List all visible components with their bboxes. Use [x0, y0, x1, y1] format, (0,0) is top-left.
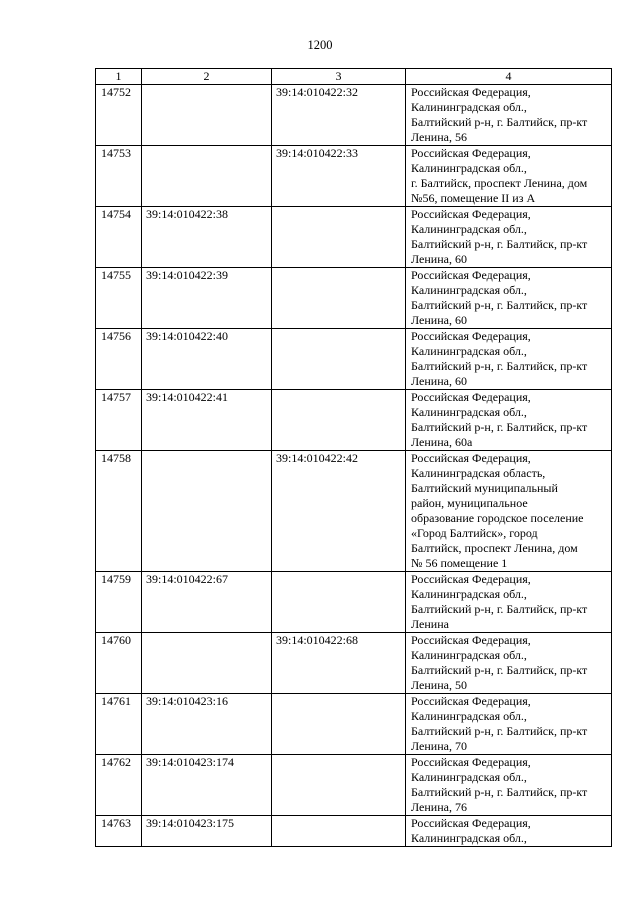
cadastral-number-cell — [272, 390, 406, 451]
cadastral-number-cell — [142, 85, 272, 146]
address-line: Калининградская обл., — [411, 648, 527, 662]
address-line: Ленина, 76 — [411, 800, 467, 814]
row-number-cell: 14762 — [96, 755, 142, 816]
address-line: Российская Федерация, — [411, 146, 531, 160]
address-line: Балтийский р-н, г. Балтийск, пр-кт — [411, 602, 588, 616]
cadastral-number-cell — [272, 816, 406, 847]
address-line: Российская Федерация, — [411, 755, 531, 769]
page-number: 1200 — [307, 38, 333, 52]
table-row — [96, 390, 612, 451]
address-cell — [406, 816, 612, 847]
address-cell — [406, 694, 612, 755]
cadastral-number-cell — [272, 329, 406, 390]
address-line: № 56 помещение 1 — [411, 556, 508, 570]
address-line: Российская Федерация, — [411, 329, 531, 343]
address-cell — [406, 633, 612, 694]
cadastral-number-cell — [142, 146, 272, 207]
address-cell — [406, 755, 612, 816]
cadastral-number-cell: 39:14:010423:174 — [142, 755, 272, 816]
address-line: Балтийский муниципальный — [411, 481, 558, 495]
cadastral-number-cell — [142, 633, 272, 694]
address-line: Ленина — [411, 617, 449, 631]
address-line: Балтийский р-н, г. Балтийск, пр-кт — [411, 420, 588, 434]
address-cell — [406, 207, 612, 268]
table-row — [96, 268, 612, 329]
cadastral-number-cell — [272, 268, 406, 329]
table-row — [96, 572, 612, 633]
address-cell — [406, 146, 612, 207]
row-number-cell: 14756 — [96, 329, 142, 390]
column-header-4: 4 — [406, 69, 612, 85]
column-header-1: 1 — [96, 69, 142, 85]
address-line: №56, помещение II из А — [411, 191, 536, 205]
table-row — [96, 329, 612, 390]
row-number-cell: 14763 — [96, 816, 142, 847]
address-line: Российская Федерация, — [411, 572, 531, 586]
address-line: Ленина, 60 — [411, 313, 467, 327]
address-line: Калининградская обл., — [411, 770, 527, 784]
address-line: Ленина, 60 — [411, 374, 467, 388]
table-row — [96, 207, 612, 268]
cadastral-number-cell — [272, 755, 406, 816]
address-line: Ленина, 50 — [411, 678, 467, 692]
cadastral-number-cell: 39:14:010422:32 — [272, 85, 406, 146]
column-header-3: 3 — [272, 69, 406, 85]
address-line: Калининградская обл., — [411, 587, 527, 601]
row-number-cell: 14760 — [96, 633, 142, 694]
address-line: Калининградская обл., — [411, 405, 527, 419]
address-line: Балтийск, проспект Ленина, дом — [411, 541, 578, 555]
address-line: Балтийский р-н, г. Балтийск, пр-кт — [411, 359, 588, 373]
address-line: Балтийский р-н, г. Балтийск, пр-кт — [411, 237, 588, 251]
address-line: Российская Федерация, — [411, 390, 531, 404]
cadastral-number-cell: 39:14:010422:33 — [272, 146, 406, 207]
address-line: «Город Балтийск», город — [411, 526, 538, 540]
row-number-cell: 14761 — [96, 694, 142, 755]
cadastral-number-cell — [272, 207, 406, 268]
header-row — [96, 69, 612, 85]
address-line: Калининградская область, — [411, 466, 546, 480]
row-number-cell: 14757 — [96, 390, 142, 451]
row-number-cell: 14755 — [96, 268, 142, 329]
cadastral-number-cell: 39:14:010422:68 — [272, 633, 406, 694]
address-cell — [406, 268, 612, 329]
address-cell — [406, 329, 612, 390]
cadastral-number-cell: 39:14:010422:40 — [142, 329, 272, 390]
address-line: Ленина, 60а — [411, 435, 473, 449]
cadastral-number-cell — [272, 694, 406, 755]
row-number-cell: 14758 — [96, 451, 142, 572]
address-line: Балтийский р-н, г. Балтийск, пр-кт — [411, 298, 588, 312]
address-line: Балтийский р-н, г. Балтийск, пр-кт — [411, 115, 588, 129]
cadastral-number-cell — [142, 451, 272, 572]
address-cell — [406, 572, 612, 633]
address-line: Российская Федерация, — [411, 85, 531, 99]
address-line: Ленина, 70 — [411, 739, 467, 753]
table-header — [96, 69, 612, 85]
table-row — [96, 146, 612, 207]
address-line: Калининградская обл., — [411, 831, 527, 845]
address-line: Российская Федерация, — [411, 268, 531, 282]
address-cell — [406, 390, 612, 451]
address-line: Калининградская обл., — [411, 222, 527, 236]
address-line: г. Балтийск, проспект Ленина, дом — [411, 176, 588, 190]
table-body — [96, 85, 612, 847]
address-line: Калининградская обл., — [411, 344, 527, 358]
address-cell — [406, 85, 612, 146]
row-number-cell: 14752 — [96, 85, 142, 146]
cadastral-number-cell: 39:14:010422:41 — [142, 390, 272, 451]
table-row — [96, 755, 612, 816]
column-header-2: 2 — [142, 69, 272, 85]
address-line: Российская Федерация, — [411, 633, 531, 647]
address-line: Калининградская обл., — [411, 161, 527, 175]
row-number-cell: 14754 — [96, 207, 142, 268]
address-line: Ленина, 60 — [411, 252, 467, 266]
table-row — [96, 816, 612, 847]
table-row — [96, 694, 612, 755]
address-line: Российская Федерация, — [411, 451, 531, 465]
cadastral-number-cell: 39:14:010422:42 — [272, 451, 406, 572]
cadastral-number-cell: 39:14:010423:16 — [142, 694, 272, 755]
row-number-cell: 14753 — [96, 146, 142, 207]
address-line: Российская Федерация, — [411, 816, 531, 830]
row-number-cell: 14759 — [96, 572, 142, 633]
address-line: Балтийский р-н, г. Балтийск, пр-кт — [411, 785, 588, 799]
address-line: район, муниципальное — [411, 496, 528, 510]
cadastral-number-cell — [272, 572, 406, 633]
table-row — [96, 85, 612, 146]
cadastral-number-cell: 39:14:010422:39 — [142, 268, 272, 329]
registry-table — [95, 68, 612, 847]
table-row — [96, 451, 612, 572]
address-line: Ленина, 56 — [411, 130, 467, 144]
address-line: Российская Федерация, — [411, 694, 531, 708]
table-row — [96, 633, 612, 694]
address-line: Калининградская обл., — [411, 283, 527, 297]
address-line: Российская Федерация, — [411, 207, 531, 221]
address-line: Калининградская обл., — [411, 709, 527, 723]
address-line: Балтийский р-н, г. Балтийск, пр-кт — [411, 663, 588, 677]
cadastral-number-cell: 39:14:010423:175 — [142, 816, 272, 847]
address-line: Калининградская обл., — [411, 100, 527, 114]
address-line: образование городское поселение — [411, 511, 584, 525]
cadastral-number-cell: 39:14:010422:38 — [142, 207, 272, 268]
cadastral-number-cell: 39:14:010422:67 — [142, 572, 272, 633]
address-line: Балтийский р-н, г. Балтийск, пр-кт — [411, 724, 588, 738]
address-cell — [406, 451, 612, 572]
